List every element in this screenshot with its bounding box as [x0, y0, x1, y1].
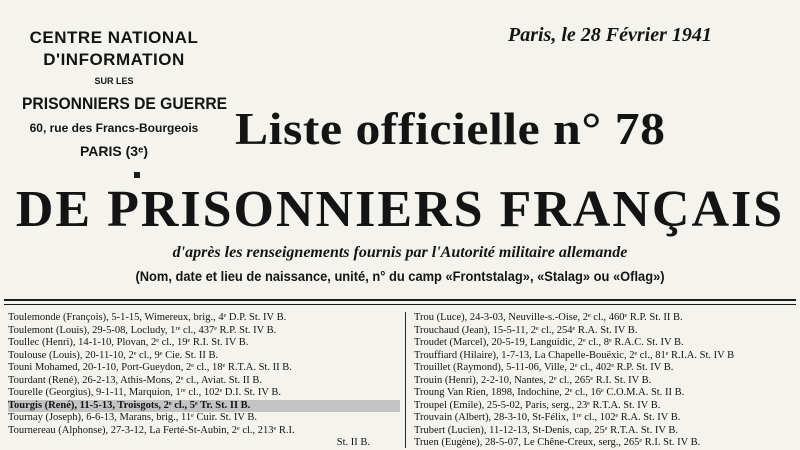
entries-right-column: [414, 312, 794, 450]
list-item: Toulemonde (François), 5-1-15, Wimereux, brig., 4ᵉ D.P. St. IV B.: [8, 312, 287, 323]
org-name-line1: CENTRE NATIONAL: [29, 28, 199, 47]
list-item: Trouffiard (Hilaire), 1-7-13, La Chapelle-Bouëxic, 2ᵉ cl., 81ᵉ R.I.A. St. IV B: [414, 349, 735, 361]
list-item: Toulemont (Louis), 29-5-08, Locludy, 1ʳᵉ cl., 437ᵉ R.P. St. IV B.: [8, 324, 277, 336]
org-name-line4: PRISONNIERS DE GUERRE: [22, 94, 228, 113]
entries-left-column: [8, 312, 400, 450]
org-name-line2: D'INFORMATION: [43, 50, 185, 69]
list-item: Troupel (Emile), 25-5-02, Paris, serg., 23ᵉ R.T.A. St. IV B.: [414, 399, 661, 411]
list-item: Trouillet (Raymond), 5-11-06, Ville, 2ᵉ cl., 402ᵉ R.P. St. IV B.: [414, 362, 674, 373]
list-item: Truen (Eugène), 28-5-07, Le Chêne-Creux, serg., 265ᵉ R.I. St. IV B.: [414, 437, 701, 448]
list-item: Tourdant (René), 26-2-13, Athis-Mons, 2ᵉ cl., Aviat. St. II B.: [8, 374, 263, 386]
list-item: Trouvain (Albert), 28-3-10, St-Félix, 1ʳᵉ cl., 102ᵉ R.A. St. IV B.: [414, 412, 681, 423]
list-item-continuation: St. II B.: [336, 437, 370, 448]
column-divider: [405, 312, 406, 448]
list-item: Tourelle (Georgius), 9-1-11, Marquion, 1ʳᵉ cl., 102ᵉ D.I. St. IV B.: [8, 387, 281, 398]
list-item: Touni Mohamed, 20-1-10, Port-Gueydon, 2ᵉ cl., 18ᵉ R.T.A. St. II B.: [8, 362, 292, 373]
bullet-mark: [134, 172, 140, 178]
list-item: Troung Van Rien, 1898, Indochine, 2ᵉ cl., 16ᵉ C.O.M.A. St. II B.: [414, 387, 685, 398]
list-item: Tournay (Joseph), 6-6-13, Marans, brig., 11ᵉ Cuir. St. IV B.: [8, 412, 257, 423]
date-line: Paris, le 28 Février 1941: [508, 24, 712, 46]
list-item: Tournereau (Alphonse), 27-3-12, La Ferté-St-Aubin, 2ᵉ cl., 213ᵉ R.I.: [8, 424, 295, 436]
list-title: Liste officielle n° 78: [235, 103, 666, 154]
list-item: Trouchaud (Jean), 15-5-11, 2ᵉ cl., 254ᵉ R.A. St. IV B.: [414, 324, 638, 336]
list-item: Trouin (Henri), 2-2-10, Nantes, 2ᵉ cl., 265ᵉ R.I. St. IV B.: [414, 374, 652, 386]
list-item-highlighted: Tourgis (René), 11-5-13, Troisgots, 2ᵉ cl., 5ᵉ Tr. St. II B.: [8, 400, 400, 413]
list-item: Trou (Luce), 24-3-03, Neuville-s.-Oise, 2ᵉ cl., 460ᵉ R.P. St. II B.: [414, 312, 683, 323]
list-item: Toullec (Henri), 14-1-10, Plovan, 2ᵉ cl., 19ᵉ R.I. St. IV B.: [8, 337, 249, 348]
org-name-line3: SUR LES: [94, 76, 134, 86]
list-item: Toulouse (Louis), 20-11-10, 2ᵉ cl., 9ᵉ Cie. St. II B.: [8, 349, 219, 361]
main-title: DE PRISONNIERS FRANÇAIS: [15, 181, 785, 238]
subtitle: d'après les renseignements fournis par l'Autorité militaire allemande: [172, 244, 628, 261]
org-city: PARIS (3ᵉ): [79, 143, 148, 159]
divider-rule: [4, 299, 796, 301]
org-address: 60, rue des Francs-Bourgeois: [29, 121, 199, 135]
list-item: Trubert (Lucien), 11-12-13, St-Denis, cap, 25ᵉ R.T.A. St. IV B.: [414, 424, 678, 436]
column-legend: (Nom, date et lieu de naissance, unité, n° du camp «Frontstalag», «Stalag» ou «Oflag»): [135, 268, 665, 284]
divider-rule-thin: [4, 304, 796, 305]
list-item: Troudet (Marcel), 20-5-19, Languidic, 2ᵉ cl., 8ᵉ R.A.C. St. IV B.: [414, 337, 684, 348]
